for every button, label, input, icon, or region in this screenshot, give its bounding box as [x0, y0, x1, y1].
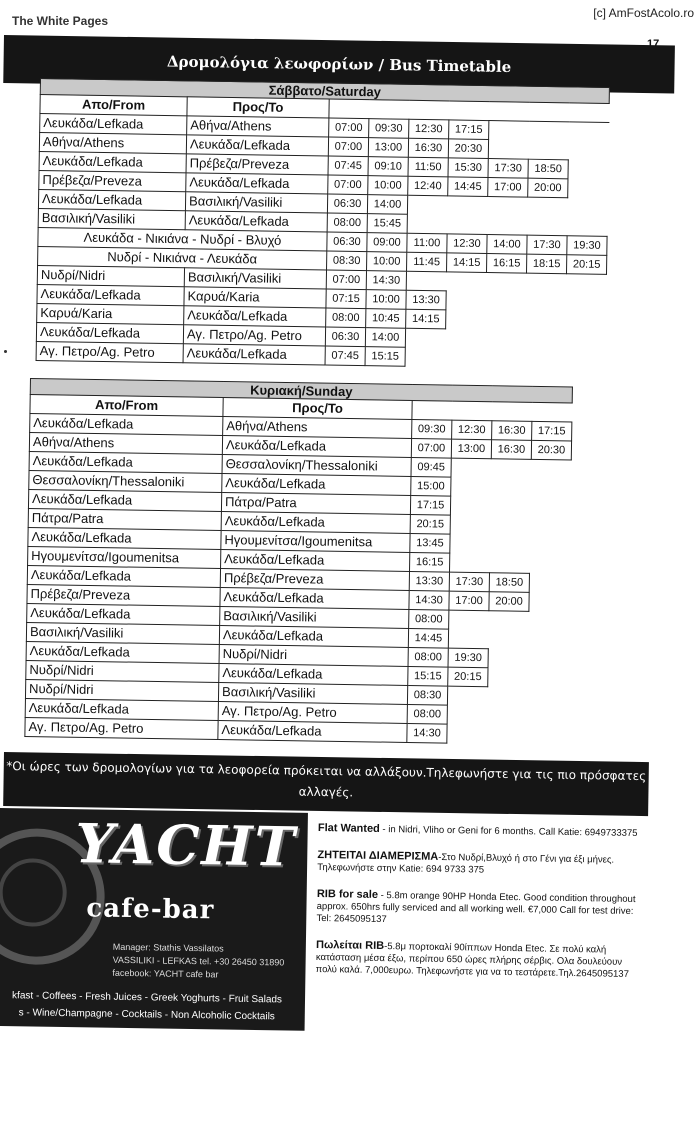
- empty-cell: [446, 291, 486, 311]
- empty-cell: [490, 535, 530, 555]
- from-cell: Λευκάδα/Lefkada: [27, 603, 220, 625]
- empty-cell: [525, 349, 565, 369]
- from-cell: Πρέβεζα/Preveza: [39, 170, 186, 191]
- time-cell: 10:00: [367, 252, 407, 272]
- time-cell: 08:00: [327, 213, 367, 233]
- time-cell: 15:00: [411, 476, 451, 496]
- from-cell: Λευκάδα/Lefkada: [27, 565, 220, 587]
- time-cell: 12:30: [409, 119, 449, 139]
- to-cell: Λευκάδα/Lefkada: [185, 211, 327, 232]
- day-label: Σάββατο/Saturday: [40, 79, 609, 104]
- time-cell: 10:45: [366, 309, 406, 329]
- time-cell: 11:50: [408, 157, 448, 177]
- empty-cell: [527, 197, 567, 217]
- time-cell: 11:00: [407, 233, 447, 253]
- from-cell: Πάτρα/Patra: [28, 508, 221, 530]
- empty-cell: [569, 122, 609, 142]
- empty-cell: [487, 687, 527, 707]
- empty-cell: [448, 629, 488, 649]
- time-cell: 17:15: [449, 120, 489, 140]
- time-cell: 06:30: [325, 327, 365, 347]
- empty-cell: [529, 121, 569, 141]
- schedule-note: [3, 752, 649, 816]
- empty-cell: [530, 516, 570, 536]
- empty-cell: [487, 706, 527, 726]
- empty-cell: [485, 330, 525, 350]
- to-cell: Λευκάδα/Lefkada: [186, 135, 328, 156]
- to-cell: Πρέβεζα/Preveza: [220, 569, 409, 591]
- time-cell: 14:30: [366, 271, 406, 291]
- ad-facebook: facebook: YACHT cafe bar: [112, 967, 219, 980]
- to-cell: Αγ. Πετρο/Ag. Petro: [218, 701, 407, 723]
- empty-cell: [489, 554, 529, 574]
- empty-cell: [450, 553, 490, 573]
- empty-cell: [529, 554, 569, 574]
- from-cell: Λευκάδα/Lefkada: [25, 698, 218, 720]
- empty-cell: [491, 478, 531, 498]
- empty-cell: [487, 216, 527, 236]
- ad-manager: Manager: Stathis Vassilatos: [112, 941, 224, 954]
- time-cell: 13:30: [406, 290, 446, 310]
- empty-cell: [527, 706, 567, 726]
- empty-cell: [490, 497, 530, 517]
- time-cell: 17:30: [488, 159, 528, 179]
- from-header: Απο/From: [40, 95, 187, 116]
- time-cell: 17:15: [532, 421, 572, 441]
- empty-cell: [446, 310, 486, 330]
- time-cell: 14:15: [447, 253, 487, 273]
- empty-cell: [565, 331, 605, 351]
- empty-cell: [566, 274, 606, 294]
- time-cell: 08:00: [407, 704, 447, 724]
- time-cell: 13:45: [410, 533, 450, 553]
- ad-subtitle: cafe-bar: [86, 893, 215, 926]
- empty-cell: [530, 497, 570, 517]
- to-header: Προς/To: [223, 398, 412, 420]
- to-cell: Αθήνα/Athens: [187, 116, 329, 137]
- time-cell: 12:40: [408, 176, 448, 196]
- time-cell: 20:15: [448, 667, 488, 687]
- empty-cell: [486, 273, 526, 293]
- time-cell: 08:30: [407, 685, 447, 705]
- time-cell: 14:15: [406, 309, 446, 329]
- page-number: 17: [647, 38, 660, 50]
- time-cell: 17:30: [527, 235, 567, 255]
- time-cell: 17:00: [449, 591, 489, 611]
- time-cell: 18:15: [526, 254, 566, 274]
- time-cell: 16:30: [408, 138, 448, 158]
- from-cell: Καρυά/Karia: [37, 303, 184, 324]
- time-cell: 07:45: [325, 346, 365, 366]
- empty-cell: [526, 311, 566, 331]
- from-cell: Θεσσαλονίκη/Thessaloniki: [29, 470, 222, 492]
- time-cell: 15:30: [448, 158, 488, 178]
- empty-cell: [449, 610, 489, 630]
- empty-cell: [485, 349, 525, 369]
- classifieds: [315, 822, 648, 995]
- to-cell: Λευκάδα/Lefkada: [221, 512, 410, 534]
- to-cell: Λευκάδα/Lefkada: [219, 626, 408, 648]
- time-cell: 08:30: [327, 251, 367, 271]
- empty-cell: [447, 724, 487, 744]
- from-cell: Λευκάδα/Lefkada: [28, 489, 221, 511]
- empty-cell: [450, 496, 490, 516]
- time-cell: 06:30: [327, 194, 367, 214]
- empty-cell: [568, 179, 608, 199]
- saturday-timetable: [36, 78, 610, 370]
- time-cell: 14:00: [487, 235, 527, 255]
- to-cell: Βασιλική/Vasiliki: [184, 268, 326, 289]
- from-cell: Νυδρί/Nidri: [26, 660, 219, 682]
- empty-cell: [405, 328, 445, 348]
- empty-cell: [528, 140, 568, 160]
- from-cell: Λευκάδα/Lefkada: [37, 284, 184, 305]
- time-cell: 16:30: [492, 421, 532, 441]
- empty-cell: [450, 534, 490, 554]
- classified-item: Πωλείται RIB-5.8μ πορτοκαλί 90ίππων Honda Etec. Σε πολύ καλή κατάσταση μέσα έξω, περίπου 650 ώρες πλήρης σέρβις. Ολα δουλεύουν πολύ καλά. 7,000ευρω. Τηλεφωνήστε για να το τεστάρετε.Τηλ.2645095137: [315, 938, 629, 980]
- to-cell: Λευκάδα/Lefkada: [219, 664, 408, 686]
- empty-cell: [445, 329, 485, 349]
- time-cell: 20:15: [410, 514, 450, 534]
- to-cell: Πρέβεζα/Preveza: [186, 154, 328, 175]
- to-cell: Αθήνα/Athens: [223, 417, 412, 439]
- empty-cell: [565, 350, 605, 370]
- to-cell: Βασιλική/Vasiliki: [185, 192, 327, 213]
- time-cell: 07:00: [411, 439, 451, 459]
- time-cell: 15:15: [408, 666, 448, 686]
- empty-cell: [568, 141, 608, 161]
- time-cell: 13:00: [368, 138, 408, 158]
- empty-cell: [406, 271, 446, 291]
- time-cell: 15:45: [367, 214, 407, 234]
- schedule-note-text: *Οι ώρες των δρομολογίων για τα λεοφορεία πρόκειται να αλλάξουν.Τηλεφωνήστε για τις πιο πρόσφατες αλλαγές.: [6, 759, 647, 800]
- to-cell: Λευκάδα/Lefkada: [222, 474, 411, 496]
- time-cell: 14:00: [367, 195, 407, 215]
- day-label: Κυριακή/Sunday: [30, 379, 572, 404]
- time-cell: 07:15: [326, 289, 366, 309]
- time-cell: 07:00: [328, 175, 368, 195]
- empty-cell: [489, 121, 529, 141]
- empty-cell: [446, 272, 486, 292]
- time-cell: 12:30: [447, 234, 487, 254]
- time-cell: 07:45: [328, 156, 368, 176]
- classified-item: Flat Wanted - in Nidri, Vliho or Geni for 6 months. Call Katie: 6949733375: [317, 822, 638, 840]
- sunday-timetable: [24, 378, 573, 745]
- from-cell: Βασιλική/Vasiliki: [26, 622, 219, 644]
- empty-cell: [528, 668, 568, 688]
- from-cell: Αγ. Πετρο/Ag. Petro: [25, 717, 218, 739]
- to-cell: Βασιλική/Vasiliki: [218, 683, 407, 705]
- empty-cell: [525, 330, 565, 350]
- empty-cell: [528, 649, 568, 669]
- time-cell: 10:00: [368, 176, 408, 196]
- route-cell: Νυδρί - Νικιάνα - Λευκάδα: [38, 246, 327, 270]
- header-filler: [412, 401, 572, 423]
- empty-cell: [527, 687, 567, 707]
- time-cell: 14:00: [365, 328, 405, 348]
- empty-cell: [531, 459, 571, 479]
- empty-cell: [407, 214, 447, 234]
- time-cell: 09:10: [368, 157, 408, 177]
- time-cell: 19:30: [448, 648, 488, 668]
- empty-cell: [527, 725, 567, 745]
- time-cell: 16:15: [410, 552, 450, 572]
- time-cell: 12:30: [452, 420, 492, 440]
- empty-cell: [447, 196, 487, 216]
- to-cell: Λευκάδα/Lefkada: [183, 344, 325, 365]
- empty-cell: [529, 573, 569, 593]
- time-cell: 16:30: [491, 440, 531, 460]
- ad-menu-line-2: s - Wine/Champagne - Cocktails - Non Alcoholic Cocktails: [18, 1007, 275, 1023]
- time-cell: 14:45: [448, 177, 488, 197]
- time-cell: 09:30: [369, 119, 409, 139]
- time-cell: 07:00: [328, 137, 368, 157]
- from-cell: Λευκάδα/Lefkada: [38, 189, 185, 210]
- from-cell: Λευκάδα/Lefkada: [28, 527, 221, 549]
- time-cell: 20:15: [566, 255, 606, 275]
- to-cell: Λευκάδα/Lefkada: [222, 436, 411, 458]
- empty-cell: [488, 140, 528, 160]
- to-cell: Πάτρα/Patra: [221, 493, 410, 515]
- time-cell: 18:50: [489, 573, 529, 593]
- time-cell: 14:45: [408, 628, 448, 648]
- empty-cell: [447, 686, 487, 706]
- empty-cell: [526, 292, 566, 312]
- to-cell: Λευκάδα/Lefkada: [220, 588, 409, 610]
- to-cell: Λευκάδα/Lefkada: [218, 720, 407, 742]
- empty-cell: [491, 459, 531, 479]
- empty-cell: [490, 516, 530, 536]
- from-cell: Ηγουμενίτσα/Igoumenitsa: [28, 546, 221, 568]
- empty-cell: [447, 215, 487, 235]
- empty-cell: [528, 630, 568, 650]
- time-cell: 19:30: [567, 236, 607, 256]
- from-cell: Λευκάδα/Lefkada: [30, 414, 223, 436]
- to-cell: Θεσσαλονίκη/Thessaloniki: [222, 455, 411, 477]
- empty-cell: [531, 478, 571, 498]
- to-cell: Καρυά/Karia: [184, 287, 326, 308]
- scan-speck: [4, 350, 7, 353]
- empty-cell: [489, 611, 529, 631]
- time-cell: 17:00: [488, 178, 528, 198]
- empty-cell: [451, 458, 491, 478]
- to-cell: Νυδρί/Nidri: [219, 645, 408, 667]
- time-cell: 14:30: [407, 723, 447, 743]
- empty-cell: [488, 649, 528, 669]
- time-cell: 08:00: [408, 647, 448, 667]
- route-cell: Λευκάδα - Νικιάνα - Νυδρί - Βλυχό: [38, 227, 327, 251]
- watermark: [c] AmFostAcolo.ro: [593, 6, 694, 20]
- time-cell: 07:00: [326, 270, 366, 290]
- time-cell: 14:30: [409, 590, 449, 610]
- empty-cell: [447, 705, 487, 725]
- empty-cell: [486, 292, 526, 312]
- empty-cell: [487, 725, 527, 745]
- time-cell: 17:30: [449, 572, 489, 592]
- empty-cell: [567, 198, 607, 218]
- from-cell: Λευκάδα/Lefkada: [26, 641, 219, 663]
- time-cell: 11:45: [407, 252, 447, 272]
- to-cell: Βασιλική/Vasiliki: [220, 607, 409, 629]
- empty-cell: [451, 477, 491, 497]
- from-cell: Νυδρί/Nidri: [25, 679, 218, 701]
- empty-cell: [526, 273, 566, 293]
- time-cell: 13:30: [409, 571, 449, 591]
- time-cell: 15:15: [365, 347, 405, 367]
- empty-cell: [567, 217, 607, 237]
- classified-item: RIB for sale - 5.8m orange 90HP Honda Etec. Good condition throughout approx. 650hrs fully serviced and all working well. €7,000 Call for test drive: Tel: 2645095137: [316, 887, 636, 926]
- time-cell: 09:00: [367, 233, 407, 253]
- empty-cell: [487, 197, 527, 217]
- from-cell: Αγ. Πετρο/Ag. Petro: [36, 341, 183, 362]
- from-cell: Λευκάδα/Lefkada: [29, 451, 222, 473]
- from-cell: Βασιλική/Vasiliki: [38, 208, 185, 229]
- empty-cell: [527, 216, 567, 236]
- to-cell: Λευκάδα/Lefkada: [221, 550, 410, 572]
- to-cell: Ηγουμενίτσα/Igoumenitsa: [221, 531, 410, 553]
- time-cell: 06:30: [327, 232, 367, 252]
- to-cell: Λευκάδα/Lefkada: [184, 306, 326, 327]
- empty-cell: [488, 668, 528, 688]
- from-cell: Λευκάδα/Lefkada: [40, 114, 187, 135]
- from-cell: Νυδρί/Nidri: [37, 265, 184, 286]
- empty-cell: [488, 630, 528, 650]
- publication-title: The White Pages: [12, 14, 109, 28]
- ad-address: VASSILIKI - LEFKAS tel. +30 26450 31890: [112, 954, 285, 968]
- from-cell: Πρέβεζα/Preveza: [27, 584, 220, 606]
- time-cell: 16:15: [486, 254, 526, 274]
- time-cell: 17:15: [410, 495, 450, 515]
- time-cell: 10:00: [366, 290, 406, 310]
- yacht-cafe-ad: [0, 808, 308, 1031]
- time-cell: 08:00: [409, 609, 449, 629]
- time-cell: 18:50: [528, 159, 568, 179]
- empty-cell: [568, 160, 608, 180]
- empty-cell: [450, 515, 490, 535]
- time-cell: 20:30: [448, 139, 488, 159]
- ad-logo: YACHT: [74, 811, 298, 879]
- to-header: Προς/To: [187, 97, 329, 118]
- empty-cell: [445, 348, 485, 368]
- empty-cell: [529, 611, 569, 631]
- to-cell: Αγ. Πετρο/Ag. Petro: [183, 325, 325, 346]
- time-cell: 09:30: [412, 420, 452, 440]
- empty-cell: [529, 592, 569, 612]
- empty-cell: [530, 535, 570, 555]
- empty-cell: [405, 347, 445, 367]
- time-cell: 20:00: [489, 592, 529, 612]
- empty-cell: [486, 311, 526, 331]
- time-cell: 20:30: [531, 440, 571, 460]
- empty-cell: [566, 312, 606, 332]
- time-cell: 07:00: [329, 118, 369, 138]
- time-cell: 08:00: [326, 308, 366, 328]
- empty-cell: [407, 195, 447, 215]
- from-header: Απο/From: [30, 395, 223, 417]
- banner-title: Δρομολόγια λεωφορίων / Bus Timetable: [166, 52, 512, 76]
- from-cell: Λευκάδα/Lefkada: [39, 151, 186, 172]
- to-cell: Λευκάδα/Lefkada: [186, 173, 328, 194]
- time-cell: 20:00: [528, 178, 568, 198]
- time-cell: 13:00: [451, 439, 491, 459]
- empty-cell: [566, 293, 606, 313]
- time-cell: 09:45: [411, 457, 451, 477]
- from-cell: Λευκάδα/Lefkada: [36, 322, 183, 343]
- classified-item: ΖΗΤΕΙΤΑΙ ΔΙΑΜΕΡΙΣΜΑ-Στο Νυδρί,Βλυχό ή στο Γένι για έξι μήνες. Τηλεφωνήστε στην Katie: 694 9733 375: [317, 848, 615, 876]
- from-cell: Αθήνα/Athens: [39, 133, 186, 154]
- from-cell: Αθήνα/Athens: [29, 433, 222, 455]
- ad-menu-line-1: kfast - Coffees - Fresh Juices - Greek Yoghurts - Fruit Salads: [11, 990, 283, 1006]
